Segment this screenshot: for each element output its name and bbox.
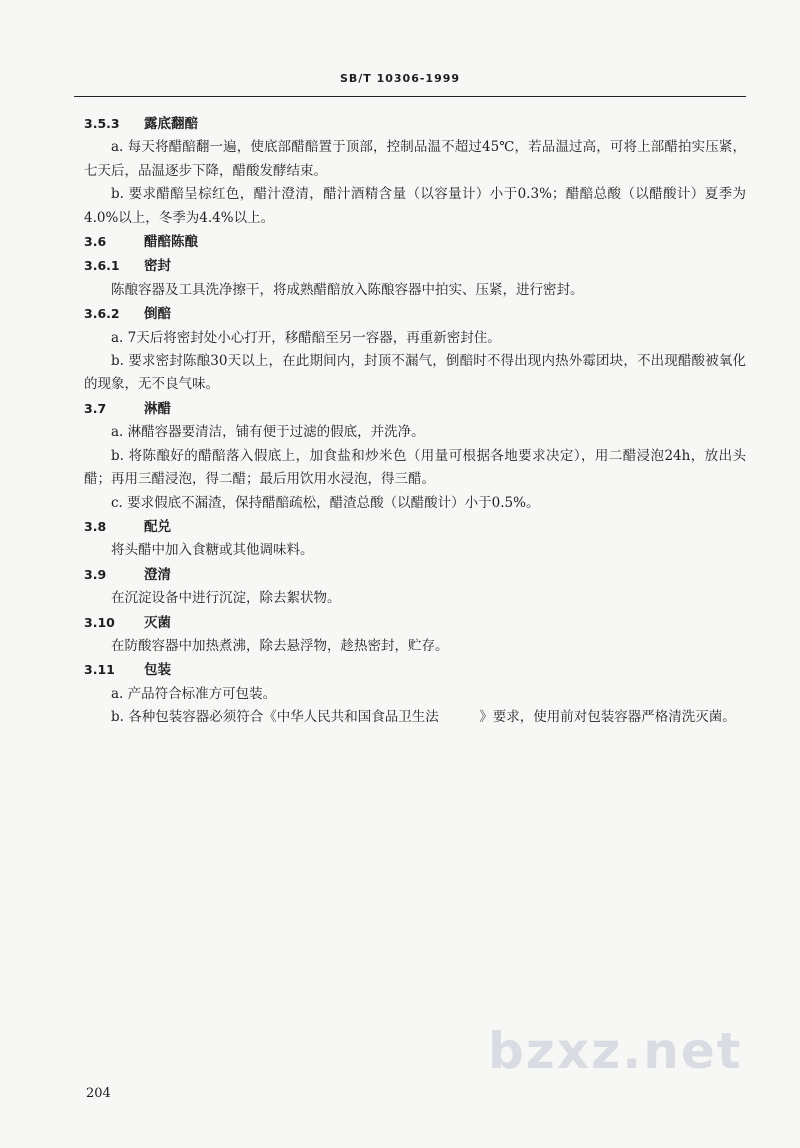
paragraph: 在防酸容器中加热煮沸，除去悬浮物，趁热密封，贮存。 xyxy=(111,637,449,654)
section-title: 配兑 xyxy=(144,518,171,535)
paragraph: b. 将陈酿好的醋醅落入假底上，加食盐和炒米色（用量可根据各地要求决定），用二醋浸泡24h，放出头醋；再用三醋浸泡，得二醋；最后用饮用水浸泡，得三醋。 xyxy=(84,447,746,488)
section-title: 醋醅陈酿 xyxy=(144,234,198,251)
section-title: 露底翻醅 xyxy=(144,116,198,132)
section-title: 灭菌 xyxy=(144,614,171,631)
paragraph: 在沉淀设备中进行沉淀，除去絮状物。 xyxy=(111,590,341,607)
document-body xyxy=(84,112,746,730)
paragraph: a. 每天将醋醅翻一遍，使底部醋醅置于顶部，控制品温不超过45℃，若品温过高，可将上部醋拍实压紧，七天后，品温逐步下降，醋酸发酵结束。 xyxy=(84,139,746,179)
section-heading xyxy=(84,515,746,539)
watermark: bzxz.net xyxy=(488,1022,743,1080)
paragraph: c. 要求假底不漏渣，保持醋醅疏松，醋渣总酸（以醋酸计）小于0.5%。 xyxy=(111,494,540,511)
section-heading xyxy=(84,112,746,136)
section-title: 密封 xyxy=(144,258,171,275)
paragraph: a. 7天后将密封处小心打开，移醋醅至另一容器，再重新密封住。 xyxy=(111,329,501,346)
section-heading xyxy=(84,563,746,587)
section-title: 淋醋 xyxy=(144,400,171,417)
section-number: 3.9 xyxy=(84,566,107,582)
paragraph: 陈酿容器及工具洗净擦干，将成熟醋醅放入陈酿容器中拍实、压紧，进行密封。 xyxy=(111,281,584,298)
paragraph: b. 各种包装容器必须符合《中华人民共和国食品卫生法 》要求，使用前对包装容器严格清洗灭菌。 xyxy=(111,709,736,726)
paragraph: 将头醋中加入食糖或其他调味料。 xyxy=(111,542,314,559)
header-rule xyxy=(74,96,746,97)
section-number: 3.5.3 xyxy=(84,116,120,131)
section-heading xyxy=(84,611,746,635)
document-code-header: SB/T 10306-1999 xyxy=(339,72,461,85)
section-heading xyxy=(84,230,746,254)
section-title: 澄清 xyxy=(144,566,171,583)
section-heading xyxy=(84,658,746,682)
section-heading xyxy=(84,302,746,326)
section-number: 3.11 xyxy=(84,662,115,678)
section-number: 3.10 xyxy=(84,614,115,630)
paragraph: b. 要求密封陈酿30天以上，在此期间内，封顶不漏气，倒醅时不得出现内热外霉团块，不出现醋酸被氧化的现象，无不良气味。 xyxy=(84,353,746,393)
paragraph: b. 要求醋醅呈棕红色，醋汁澄清，醋汁酒精含量（以容量计）小于0.3%；醋醅总酸（以醋酸计）夏季为4.0%以上，冬季为4.4%以上。 xyxy=(84,186,746,226)
paragraph: a. 产品符合标准方可包装。 xyxy=(111,685,277,702)
paragraph: a. 淋醋容器要清洁，铺有便于过滤的假底，并洗净。 xyxy=(111,424,425,441)
page-number: 204 xyxy=(86,1086,111,1101)
section-number: 3.6.2 xyxy=(84,306,120,322)
section-number: 3.8 xyxy=(84,518,107,534)
section-number: 3.6 xyxy=(84,234,107,250)
section-number: 3.7 xyxy=(84,400,107,416)
section-heading xyxy=(84,397,746,421)
section-heading xyxy=(84,254,746,278)
section-title: 包装 xyxy=(144,662,171,679)
section-title: 倒醅 xyxy=(144,306,171,323)
section-number: 3.6.1 xyxy=(84,258,120,274)
